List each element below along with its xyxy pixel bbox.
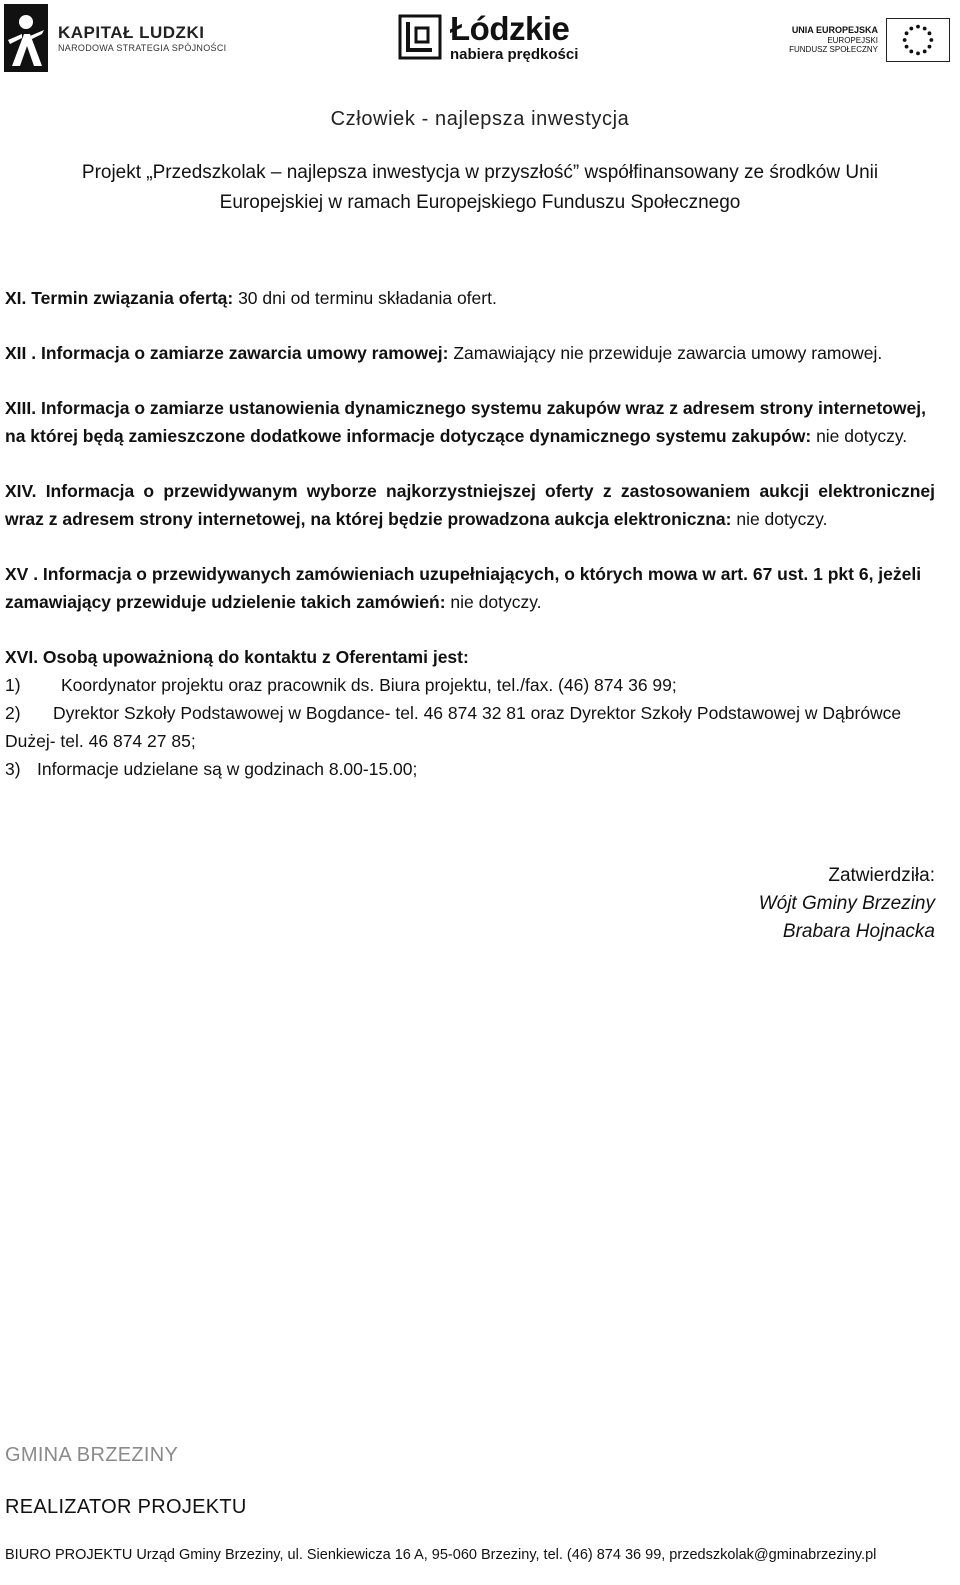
kapital-ludzki-logo [4, 4, 226, 72]
lodzkie-emblem-icon [398, 14, 442, 60]
contact-number: 1) [5, 675, 21, 695]
signature-label: Zatwierdziła: [828, 865, 935, 886]
eu-line-1: UNIA EUROPEJSKA [791, 25, 878, 35]
section-xi [5, 284, 935, 312]
section-xiii-heading: XIII. Informacja o zamiarze ustanowienia dynamicznego systemu zakupów wraz z adresem strony internetowej, na której będą zamieszczone dodatkowe informacje dotyczące dynamicznego systemu zakupów: [5, 398, 926, 446]
footer-realizator: REALIZATOR PROJEKTU [5, 1496, 247, 1518]
section-xvi [5, 643, 935, 671]
section-xiii [5, 394, 935, 450]
section-xvi-heading: XVI. Osobą upoważnioną do kontaktu z Oferentami jest: [5, 647, 469, 667]
footer-address: BIURO PROJEKTU Urząd Gminy Brzeziny, ul. Sienkiewicza 16 A, 95-060 Brzeziny, tel. (46) 874 36 99, przedszkolak@gminabrzeziny.pl [5, 1547, 877, 1563]
section-xiv-text: nie dotyczy. [731, 509, 828, 529]
section-xiv [5, 477, 935, 533]
contact-text: Koordynator projektu oraz pracownik ds. Biura projektu, tel./fax. (46) 874 36 99; [61, 675, 677, 695]
logo-bar [0, 0, 960, 80]
lodzkie-title: Łódzkie [450, 10, 570, 47]
section-xv [5, 560, 935, 616]
section-xiii-text: nie dotyczy. [811, 426, 908, 446]
motto: Człowiek - najlepsza inwestycja [330, 108, 630, 130]
signature-block [759, 862, 935, 946]
eu-line-3: FUNDUSZ SPOŁECZNY [789, 45, 878, 55]
signature-role: Wójt Gminy Brzeziny [758, 893, 935, 914]
kapital-ludzki-subtitle: NARODOWA STRATEGIA SPÓJNOŚCI [58, 42, 227, 53]
project-title-line-1: Projekt „Przedszkolak – najlepsza inwestycja w przyszłość” współfinansowany ze środków Unii [81, 162, 879, 183]
section-xii-text: Zamawiający nie przewiduje zawarcia umowy ramowej. [448, 343, 883, 363]
contact-item [5, 699, 935, 755]
section-xii-heading: XII . Informacja o zamiarze zawarcia umowy ramowej: [5, 343, 449, 363]
contact-text: Dyrektor Szkoły Podstawowej w Bogdance- tel. 46 874 32 81 oraz Dyrektor Szkoły Podstawowej w Dąbrówce Dużej- tel. 46 874 27 85; [5, 703, 902, 751]
contact-item [5, 755, 935, 783]
contact-item [5, 671, 935, 699]
footer-gmina: GMINA BRZEZINY [5, 1444, 179, 1466]
signature-name: Brabara Hojnacka [782, 921, 935, 942]
project-title-line-2: Europejskiej w ramach Europejskiego Funduszu Społecznego [219, 192, 741, 213]
eu-logo [789, 18, 950, 62]
project-title [0, 158, 960, 218]
section-xv-text: nie dotyczy. [445, 592, 542, 612]
section-xii [5, 339, 935, 367]
section-xi-heading: XI. Termin związania ofertą: [5, 288, 234, 308]
section-xiv-heading: XIV. Informacja o przewidywanym wyborze najkorzystniejszej oferty z zastosowaniem aukcji elektronicznej wraz z adresem strony internetowej, na której będzie prowadzona aukcja elektroniczna: [5, 481, 935, 529]
lodzkie-logo [398, 12, 578, 62]
section-xv-heading: XV . Informacja o przewidywanych zamówieniach uzupełniających, o których mowa w art. 67 ust. 1 pkt 6, jeżeli zamawiający przewiduje udzielenie takich zamówień: [5, 564, 922, 612]
kapital-ludzki-title: KAPITAŁ LUDZKI [58, 23, 205, 43]
document-body [5, 284, 935, 783]
section-xi-text: 30 dni od terminu składania ofert. [233, 288, 497, 308]
eu-flag-icon [886, 18, 950, 62]
contact-number: 2) [5, 703, 21, 723]
contact-number: 3) [5, 759, 21, 779]
contact-text: Informacje udzielane są w godzinach 8.00-15.00; [37, 759, 418, 779]
eu-line-2: EUROPEJSKI [827, 35, 878, 45]
lodzkie-subtitle: nabiera prędkości [450, 46, 579, 63]
kapital-ludzki-emblem-icon [4, 4, 48, 72]
